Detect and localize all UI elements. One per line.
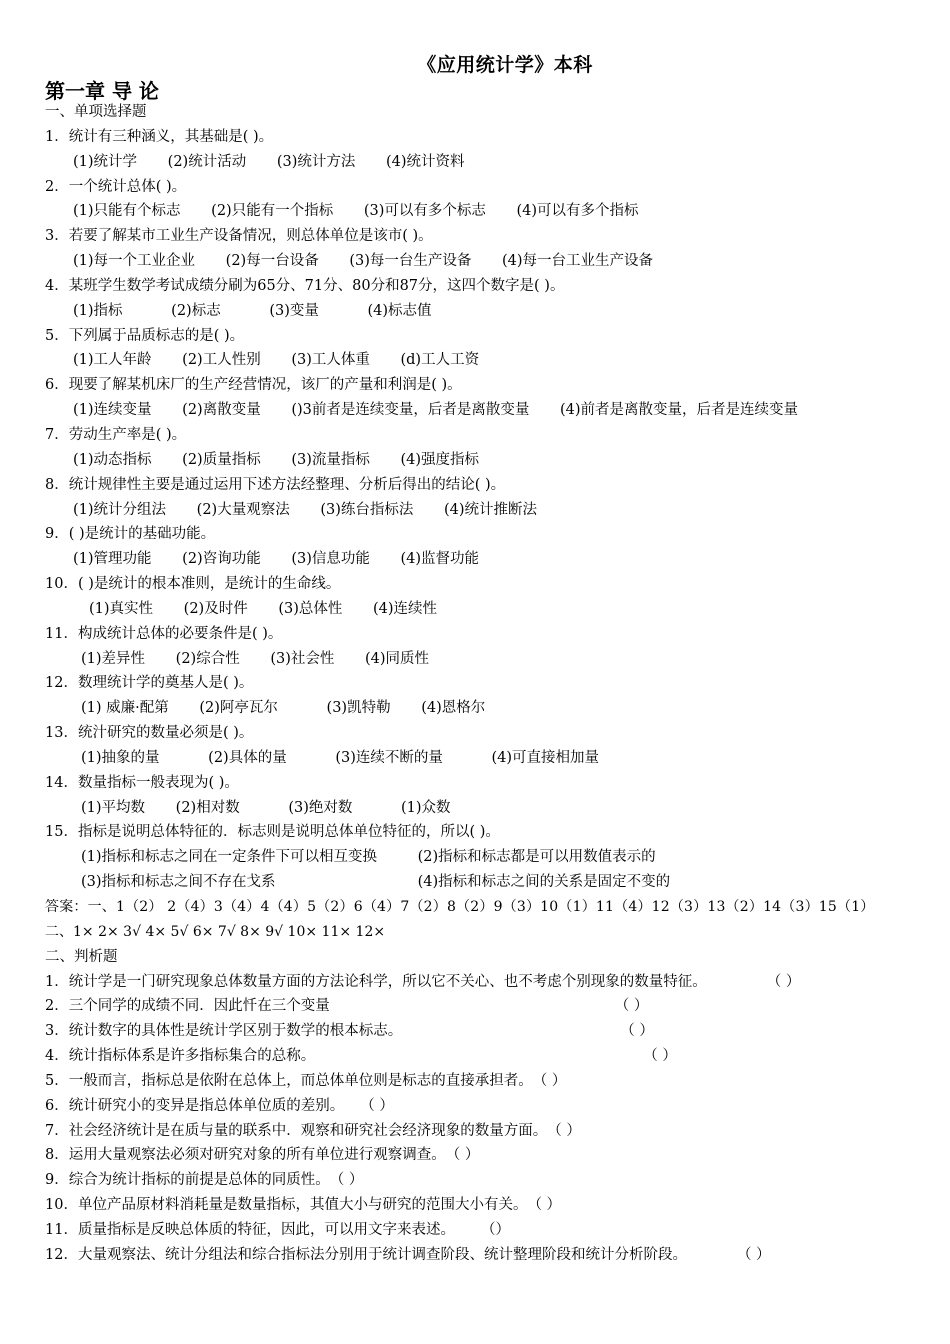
- option: (1)只能有个标志: [73, 203, 181, 220]
- judgement-text: 5．一般而言，指标总是依附在总体上，而总体单位则是标志的直接承担者。: [45, 1072, 533, 1089]
- option: (d)工人工资: [400, 352, 480, 369]
- option: (2)咨询功能: [182, 551, 261, 568]
- question-14-options: [45, 796, 940, 821]
- judgement-item-9: [45, 1168, 940, 1193]
- option: (3)社会性: [270, 650, 335, 667]
- option: (1)真实性: [89, 600, 154, 617]
- option: (4)指标和标志之间的关系是固定不变的: [417, 874, 671, 891]
- judgement-item-11: [45, 1218, 940, 1243]
- answer-blank[interactable]: （ ）: [532, 1072, 567, 1089]
- option: (1) 威廉·配第: [81, 700, 169, 717]
- judgement-item-7: [45, 1119, 940, 1144]
- question-10: 10．( )是统计的根本准则，是统计的生命线。: [45, 576, 341, 593]
- option: (4)同质性: [364, 650, 430, 667]
- option: (1)抽象的量: [81, 749, 160, 766]
- answer-blank[interactable]: （）: [480, 1221, 510, 1238]
- judgement-item-6: [45, 1094, 940, 1119]
- question-15-options-row1: [45, 845, 940, 870]
- option: (2)离散变量: [182, 402, 261, 419]
- answer-blank[interactable]: （ ）: [643, 1048, 677, 1065]
- answer-blank[interactable]: （ ）: [736, 1246, 771, 1263]
- judgement-item-1: [45, 970, 940, 995]
- answer-blank[interactable]: （ ）: [527, 1197, 562, 1214]
- option: (2)统计活动: [167, 153, 247, 170]
- option: (1)统计分组法: [73, 501, 167, 518]
- option: (3)流量指标: [291, 451, 370, 468]
- option: (2)标志: [171, 302, 221, 319]
- question-12: 12．数理统计学的奠基人是( )。: [45, 675, 254, 692]
- option: (1)连续变量: [73, 402, 152, 419]
- option: (1)差异性: [81, 650, 146, 667]
- answer-blank[interactable]: （ ）: [766, 973, 801, 990]
- option: (2)质量指标: [182, 451, 261, 468]
- question-11: 11．构成统计总体的必要条件是( )。: [45, 625, 283, 642]
- section-heading-single-choice: 一、单项选择题: [45, 104, 147, 120]
- judgement-item-4: [45, 1044, 940, 1069]
- judgement-item-3: [45, 1019, 940, 1044]
- question-8: 8．统计规律性主要是通过运用下述方法经整理、分析后得出的结论( )。: [45, 476, 506, 493]
- option: (4)连续性: [372, 600, 438, 617]
- answer-blank[interactable]: （ ）: [614, 998, 649, 1015]
- judgement-text: 3．统计数字的具体性是统计学区别于数学的根本标志。: [45, 1023, 403, 1040]
- option: (3)统计方法: [276, 153, 356, 170]
- option: (4)可以有多个指标: [516, 203, 639, 220]
- judgement-text: 1．统计学是一门研究现象总体数量方面的方法论科学，所以它不关心、也不考虑个别现象的数量特征。: [45, 973, 707, 990]
- answer-blank[interactable]: （ ）: [547, 1122, 581, 1139]
- option: (1)工人年龄: [73, 352, 152, 369]
- question-14: 14．数量指标一般表现为( )。: [45, 774, 239, 791]
- option: (2)综合性: [175, 650, 240, 667]
- answer-blank[interactable]: （ ）: [445, 1147, 480, 1164]
- question-3-options: [45, 249, 940, 274]
- question-5-options: [45, 348, 940, 373]
- answer-blank[interactable]: （ ）: [620, 1023, 654, 1040]
- question-11-options: [45, 647, 940, 672]
- option: (1)动态指标: [73, 451, 152, 468]
- question-1: 1．统计有三种涵义，其基础是( )。: [45, 128, 274, 145]
- option: (4)可直接相加量: [491, 749, 600, 766]
- option: (3)总体性: [278, 600, 343, 617]
- option: (4)统计推断法: [443, 501, 538, 518]
- judgement-text: 4．统计指标体系是许多指标集合的总称。: [45, 1048, 316, 1065]
- option: (3)绝对数: [288, 799, 353, 816]
- question-2-options: [45, 199, 940, 224]
- option: (3)凯特勒: [326, 700, 391, 717]
- option: (1)平均数: [81, 799, 146, 816]
- option: (3)变量: [269, 302, 319, 319]
- judgement-text: 10．单位产品原材料消耗量是数量指标，其值大小与研究的范围大小有关。: [45, 1197, 528, 1214]
- question-15-options-row2: [45, 870, 940, 895]
- option: (4)前者是离散变量，后者是连续变量: [559, 402, 799, 419]
- answer-key-line-1: 答案：一、1（2） 2（4）3（4）4（4）5（2）6（4）7（2）8（2）9（3）10（1）11（4）12（3）13（2）14（3）15（1）: [45, 899, 875, 915]
- option: (3)指标和标志之间不存在戈系: [81, 874, 276, 891]
- option: ()3前者是连续变量，后者是离散变量: [291, 402, 530, 419]
- judgement-text: 6．统计研究小的变异是指总体单位质的差别。: [45, 1097, 345, 1114]
- option: (1)每一个工业企业: [73, 253, 196, 270]
- question-6: 6．现要了解某机床厂的生产经营情况，该厂的产量和利润是( )。: [45, 377, 462, 394]
- question-10-options: [45, 597, 940, 622]
- question-13: 13．统汁研究的数量必须是( )。: [45, 725, 254, 742]
- option: (1)众数: [400, 799, 451, 816]
- option: (4)监督功能: [400, 551, 480, 568]
- judgement-text: 11．质量指标是反映总体质的特征，因此，可以用文字来表述。: [45, 1221, 455, 1238]
- option: (2)及时件: [183, 600, 248, 617]
- option: (4)标志值: [367, 302, 432, 319]
- option: (4)统计资料: [385, 153, 465, 170]
- judgement-item-2: [45, 994, 940, 1019]
- question-15: 15．指标是说明总体特征的．标志则是说明总体单位特征的，所以( )。: [45, 824, 500, 841]
- option: (1)统计学: [73, 153, 138, 170]
- answer-blank[interactable]: （ ）: [360, 1097, 394, 1114]
- question-1-options: [45, 150, 940, 175]
- question-2: 2．一个统计总体( )。: [45, 178, 187, 195]
- option: (2)具体的量: [208, 749, 287, 766]
- question-9: 9．( )是统计的基础功能。: [45, 526, 216, 543]
- question-5: 5．下列属于品质标志的是( )。: [45, 327, 245, 344]
- option: (1)管理功能: [73, 551, 152, 568]
- question-6-options: [45, 398, 940, 423]
- option: (3)信息功能: [291, 551, 370, 568]
- option: (2)阿亭瓦尔: [199, 700, 278, 717]
- option: (3)可以有多个标志: [363, 203, 486, 220]
- question-4-options: [45, 299, 940, 324]
- document-title: 《应用统计学》本科: [417, 54, 593, 76]
- question-12-options: [45, 696, 940, 721]
- question-7-options: [45, 448, 940, 473]
- judgement-item-8: [45, 1143, 940, 1168]
- judgement-item-10: [45, 1193, 940, 1218]
- option: (2)指标和标志都是可以用数值表示的: [417, 849, 656, 866]
- question-8-options: [45, 498, 940, 523]
- question-13-options: [45, 746, 940, 771]
- question-4: 4．某班学生数学考试成绩分刷为65分、71分、80分和87分，这四个数字是( )。: [45, 277, 565, 294]
- judgement-item-12: [45, 1243, 940, 1268]
- option: (2)只能有一个指标: [211, 203, 334, 220]
- judgement-text: 7．社会经济统计是在质与量的联系中．观察和研究社会经济现象的数量方面。: [45, 1122, 548, 1139]
- option: (3)每一台生产设备: [349, 253, 472, 270]
- judgement-text: 9．综合为统计指标的前提是总体的同质性。: [45, 1172, 330, 1189]
- section-heading-true-false: 二、判析题: [45, 948, 118, 965]
- option: (2)工人性别: [182, 352, 261, 369]
- judgement-text: 12．大量观察法、统计分组法和综合指标法分别用于统计调查阶段、统计整理阶段和统计分析阶段。: [45, 1246, 687, 1263]
- chapter-heading: 第一章 导 论: [45, 79, 159, 103]
- judgement-text: 8．运用大量观察法必须对研究对象的所有单位进行观察调查。: [45, 1147, 446, 1164]
- judgement-item-5: [45, 1069, 940, 1094]
- question-9-options: [45, 547, 940, 572]
- question-3: 3．若要了解某市工业生产设备情况，则总体单位是该市( )。: [45, 228, 433, 245]
- option: (3)练台指标法: [320, 501, 414, 518]
- option: (2)相对数: [175, 799, 240, 816]
- option: (2)大量观察法: [196, 501, 290, 518]
- option: (4)每一台工业生产设备: [501, 253, 654, 270]
- judgement-text: 2．三个同学的成绩不同．因此忏在三个变量: [45, 998, 330, 1015]
- question-7: 7．劳动生产率是( )。: [45, 426, 187, 443]
- option: (3)连续不断的量: [335, 749, 443, 766]
- option: (1)指标: [73, 302, 123, 319]
- answer-blank[interactable]: （ ）: [329, 1172, 364, 1189]
- answer-key-line-2: 二、1× 2× 3√ 4× 5√ 6× 7√ 8× 9√ 10× 11× 12×: [45, 923, 386, 940]
- document-body: [45, 100, 940, 1268]
- option: (3)工人体重: [291, 352, 370, 369]
- option: (2)每一台设备: [225, 253, 319, 270]
- option: (4)强度指标: [400, 451, 480, 468]
- option: (4)恩格尔: [421, 700, 486, 717]
- option: (1)指标和标志之同在一定条件下可以相互变换: [81, 849, 378, 866]
